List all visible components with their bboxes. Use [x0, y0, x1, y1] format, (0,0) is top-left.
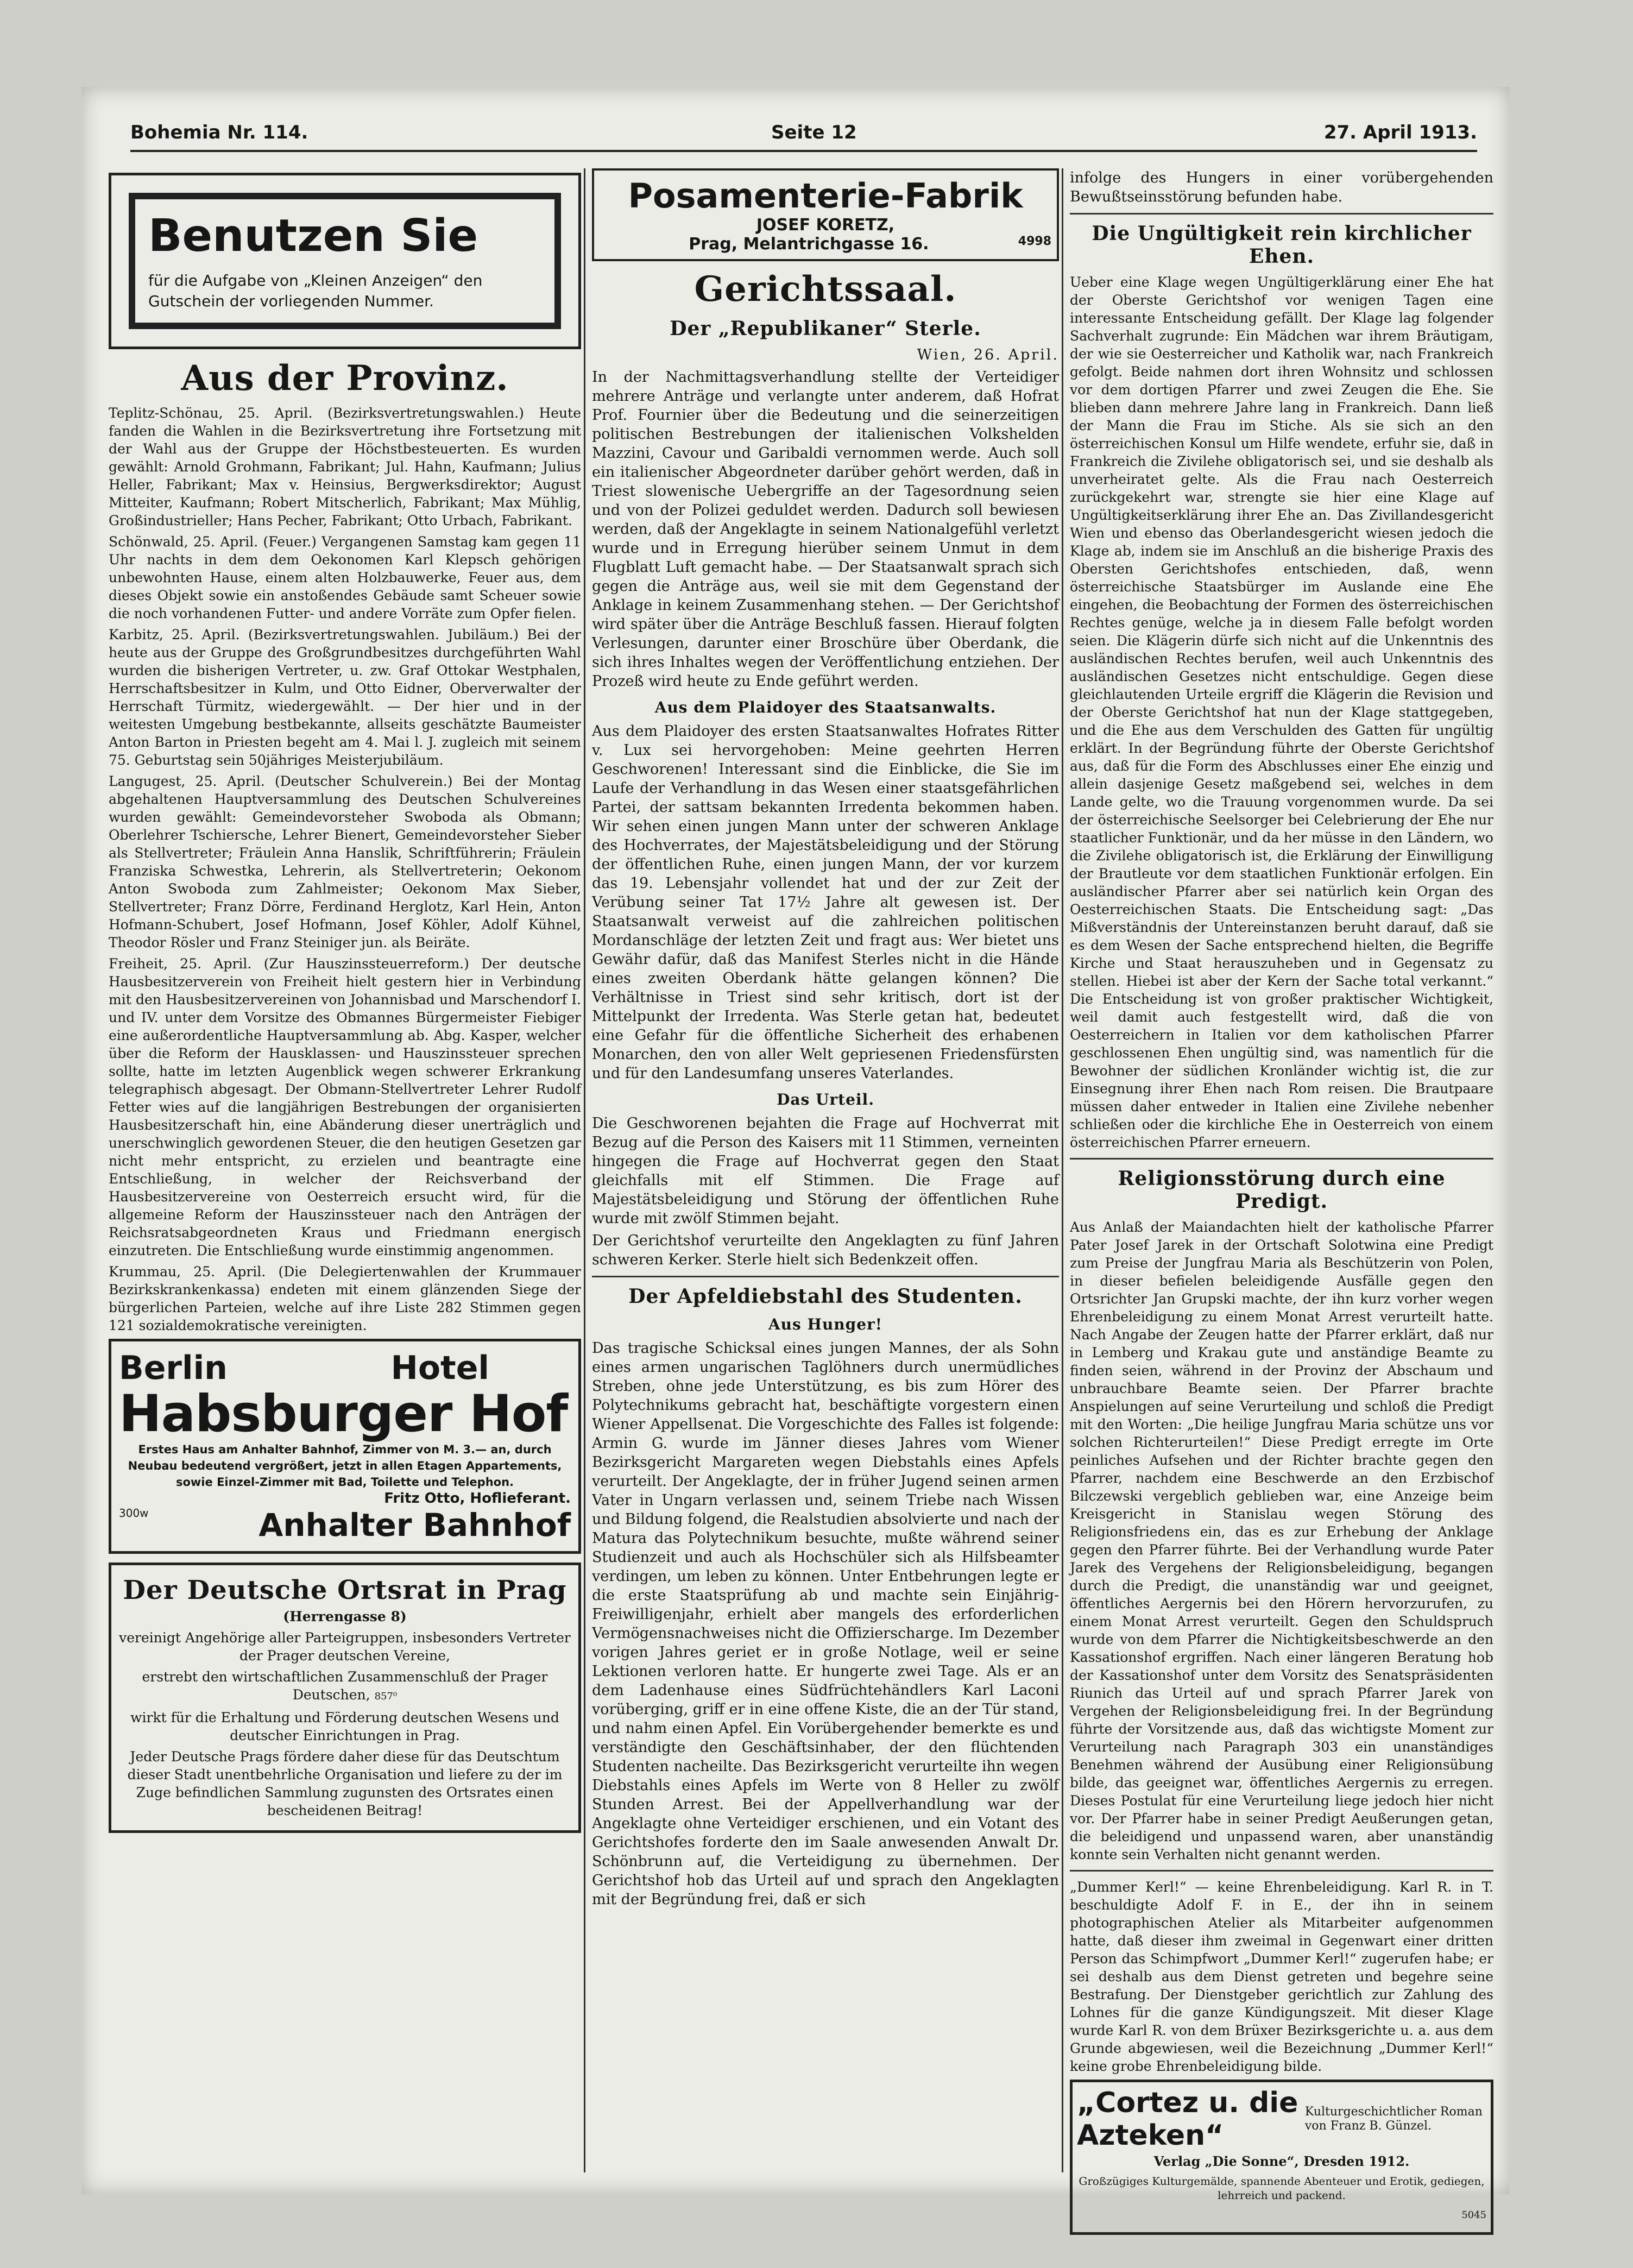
ad-posamenterie-code: 4998: [1018, 235, 1051, 248]
ad-posamenterie-address: Prag, Melantrichgasse 16.: [689, 235, 929, 254]
provinz-paragraph: Freiheit, 25. April. (Zur Hauszinssteuerreform.) Der deutsche Hausbesitzerverein von Freiheit hielt gestern hier in Verbindung mit den Hausbesitzervereinen von Johannisbad und Marschendorf I. und IV. unter dem Vorsitze des Obmannes Bürgermeister Fiebiger eine außerordentliche Hauptversammlung ab. Abg. Kasper, welcher über die Reform der Hausklassen- und Hauszinssteuer sprechen sollte, hatte im letzten Augenblick wegen schwerer Erkrankung telegraphisch abgesagt. Der Obmann-Stellvertreter Lehrer Rudolf Fetter wies auf die langjährigen Bestrebungen der organisierten Hausbesitzerschaft hin, eine Abänderung dieser unerträglich und unerschwinglich gewordenen Steuer, die den heutigen Gesetzen gar nicht mehr entspricht, zu erzielen und beantragte eine Entschließung, in welcher der Reichsverband der Hausbesitzervereine von Oesterreich ersucht wird, für die allgemeine Reform der Hauszinssteuer nach den Anträgen der Reichsratsabgeordneten Kraus und Friedmann energisch einzutreten. Die Entschließung wurde einstimmig angenommen.: [109, 956, 581, 1258]
ad-ortsrat-text: wirkt für die Erhaltung und Förderung deutschen Wesens und deutscher Einrichtungen in Prag.: [130, 1710, 559, 1743]
column-2: [592, 168, 1059, 2172]
article-subtitle-apfel: Aus Hunger!: [768, 1315, 883, 1333]
ad-cortez-title: „Cortez u. die Azteken“: [1077, 2087, 1298, 2152]
article-paragraph: In der Nachmittagsverhandlung stellte der Verteidiger mehrere Anträge und verlangte unter anderem, daß Hofrat Prof. Fournier über die Bedeutung und die seinerzeitigen politischen Bestrebungen der italienischen Volkshelden Mazzini, Cavour und Garibaldi vernommen werde. Auch soll ein italienischer Abgeordneter darüber gehört werden, daß in Triest slowenische Uebergriffe an der Tagesordnung seien und von der Polizei geduldet werden. Dadurch soll bewiesen werden, daß der Angeklagte in seinem Nationalgefühl verletzt wurde und in Erregung hierüber seinem Unmut in dem Flugblatt Luft gemacht habe. — Der Staatsanwalt sprach sich gegen die Anträge aus, weil sie mit dem Gegenstand der Anklage in keinem Zusammenhang stehen. — Der Gerichtshof wird später über die Anträge Beschluß fassen. Hierauf folgten Verlesungen, darunter einer Broschüre über Oberdank, die sich ihres Inhaltes wegen der Veröffentlichung entziehen. Der Prozeß wird heute zu Ende geführt werden.: [592, 369, 1059, 690]
ad-cortez-publisher: Verlag „Die Sonne“, Dresden 1912.: [1153, 2153, 1410, 2169]
ad-ortsrat-text: erstrebt den wirtschaftlichen Zusammenschluß der Prager Deutschen, 857⁰: [142, 1669, 548, 1703]
ad-ortsrat-title: Der Deutsche Ortsrat in Prag: [123, 1575, 567, 1605]
newspaper-page: [81, 87, 1510, 2221]
ad-hotel-habsburger-hof: [109, 1339, 581, 1554]
provinz-paragraph: Teplitz-Schönau, 25. April. (Bezirksvertretungswahlen.) Heute fanden die Wahlen in die Bezirksvertretung ihre Fortsetzung mit der Wahl aus der Gruppe der Höchstbesteuerten. Es wurden gewählt: Arnold Grohmann, Fabrikant; Jul. Hahn, Kaufmann; Julius Heller, Fabrikant; Max v. Heinsius, Bergwerksdirektor; August Mitteiter, Kaufmann; Robert Mitscherlich, Fabrikant; Max Mühlig, Großindustrieller; Hans Pecher, Fabrikant; Otto Urbach, Fabrikant.: [109, 405, 581, 528]
ad-hotel-word: Hotel: [390, 1349, 489, 1387]
section-title-gerichtssaal: Gerichtssaal.: [694, 269, 957, 310]
divider: [1070, 1158, 1493, 1160]
ad-benutzen-headline: Benutzen Sie: [148, 210, 478, 262]
column-1: [109, 168, 581, 2172]
ad-hotel-station: Anhalter Bahnhof: [258, 1507, 571, 1544]
ad-ortsrat: [109, 1563, 581, 1833]
article-title-religion: Religionsstörung durch eine Predigt.: [1118, 1167, 1446, 1213]
ad-ortsrat-text: Jeder Deutsche Prags fördere daher diese für das Deutschtum dieser Stadt unentbehrliche Organisation und liefere zu der im Zuge befindlichen Sammlung zugunsten des Ortsrates einen bescheidenen Beitrag!: [127, 1749, 563, 1818]
article-paragraph: Die Geschworenen bejahten die Frage auf Hochverrat mit Bezug auf die Person des Kaisers mit 11 Stimmen, verneinten hingegen die Frage auf Hochverrat gegen den Staat gleichfalls mit elf Stimmen. Die Frage auf Majestätsbeleidigung und Störung der öffentlichen Ruhe wurde mit zwölf Stimmen bejaht.: [592, 1115, 1059, 1227]
ad-posamenterie-owner: JOSEF KORETZ,: [756, 216, 895, 235]
article-title-apfel: Der Apfeldiebstahl des Studenten.: [628, 1285, 1023, 1308]
ad-posamenterie-title: Posamenterie-Fabrik: [628, 176, 1023, 216]
divider: [1070, 213, 1493, 215]
article-paragraph: Aus Anlaß der Maiandachten hielt der katholische Pfarrer Pater Josef Jarek in der Ortschaft Solotwina eine Predigt zum Preise der Jungfrau Maria als Beschützerin von Polen, in dieser befielen beleidigende Ausfälle gegen den Ortsrichter Jan Grupski machte, der ihn kurz vorher wegen Ehrenbeleidigung zu einem Monat Arrest verurteilt hatte. Nach Angabe der Zeugen hatte der Pfarrer erklärt, daß nur in Lemberg und Krakau gute und anständige Beamte zu finden seien, während in der Provinz der Abschaum und unbrauchbare Beamte seien. Der Pfarrer brachte Anspielungen auf seine Verurteilung und schloß die Predigt mit den Worten: „Die heilige Jungfrau Maria schütze uns vor solchen Richterurteilen!“ Diese Predigt erregte im Orte peinliches Aufsehen und der Richter brachte gegen den Pfarrer, nachdem eine Beschwerde an den Erzbischof Bilczewski vergeblich geblieben war, eine Anzeige beim Kreisgericht in Stanislau wegen Störung des Religionsfriedens ein, das es zur Erhebung der Anklage gegen den Pfarrer führte. Bei der Verhandlung wurde Pater Jarek des Vergehens der Religionsbeleidigung, begangen durch die Predigt, die unanständig war und geeignet, öffentliches Aergernis bei den Hörern hervorzurufen, zu einem Monat Arrest verurteilt. Gegen den Schuldspruch wurde von dem Pfarrer die Nichtigkeitsbeschwerde an den Kassationshof ergriffen. Nach einer längeren Beratung hob der Kassationshof unter dem Vorsitz des Senatspräsidenten Riunich das Urteil auf und sprach Pfarrer Jarek von Vergehen der Religionsbeleidigung frei. In der Begründung führte der Vorsitzende aus, daß das wichtigste Moment zur Verurteilung nach Paragraph 303 ein unanständiges Benehmen während der Ausübung einer Religionsübung bilde, das geeignet war, öffentliches Aergernis zu erregen. Dieses Postulat für eine Verurteilung liege jedoch hier nicht vor. Der Pfarrer habe in seiner Predigt Aeußerungen getan, die beleidigend und unpassend waren, aber unanständig konnte sein Verhalten nicht genannt werden.: [1070, 1219, 1493, 1862]
column-rule: [1062, 168, 1063, 2172]
header-left: Bohemia Nr. 114.: [130, 122, 308, 143]
ad-ortsrat-address: (Herrengasse 8): [283, 1609, 407, 1624]
subhead-plaidoyer: Aus dem Plaidoyer des Staatsanwalts.: [654, 698, 997, 716]
provinz-articles: [109, 404, 581, 1334]
divider: [592, 1276, 1059, 1277]
provinz-paragraph: Karbitz, 25. April. (Bezirksvertretungswahlen. Jubiläum.) Bei der heute aus der Gruppe des Großgrundbesitzes durchgeführten Wahl wurden die bisherigen Vertreter, u. zw. Graf Ottokar Westphalen, Herrschaftsbesitzer in Kulm, und Otto Eidner, Oberverwalter der Herrschaft Türmitz, wiedergewählt. — Der hier und in der weitesten Umgebung bestbekannte, allseits geschätzte Baumeister Anton Barton in Priesten begeht am 4. Mai l. J. zugleich mit seinem 75. Geburtstag sein 50jähriges Meisterjubiläum.: [109, 627, 581, 768]
provinz-paragraph: Krummau, 25. April. (Die Delegiertenwahlen der Krummauer Bezirkskrankenkassa) endeten mit einem glänzenden Siege der bürgerlichen Parteien, welche auf ihre Liste 282 Stimmen gegen 121 sozialdemokratische vereinigten.: [109, 1264, 581, 1333]
ad-cortez-subtitle: Kulturgeschichtlicher Roman von Franz B. Günzel.: [1304, 2105, 1483, 2133]
article-paragraph: „Dummer Kerl!“ — keine Ehrenbeleidigung. Karl R. in T. beschuldigte Adolf F. in E., der ihn in seinem photographischen Atelier als Mitarbeiter aufgenommen hatte, daß dieser ihm zweimal in Gegenwart einer dritten Person das Schimpfwort „Dummer Kerl!“ zugerufen habe; er sei deshalb aus dem Dienst getreten und begehre seine Bestrafung. Der Dienstgeber gerichtlich zur Zahlung des Lohnes für die ganze Kündigungszeit. Mit dieser Klage wurde Karl R. von dem Brüxer Bezirksgerichte u. a. aus dem Grunde abgewiesen, weil die Bezeichnung „Dummer Kerl!“ keine grobe Ehrenbeleidigung bilde.: [1070, 1879, 1493, 2074]
ad-benutzen: [109, 173, 581, 349]
ad-cortez: [1070, 2080, 1493, 2235]
header-center: Seite 12: [771, 122, 857, 143]
header-right: 27. April 1913.: [1323, 122, 1477, 143]
ad-hotel-signature: Fritz Otto, Hoflieferant.: [384, 1490, 571, 1507]
ad-cortez-body: Großzügiges Kulturgemälde, spannende Abenteuer und Erotik, gediegen, lehrreich und packend.: [1079, 2175, 1485, 2202]
divider: [1070, 1870, 1493, 1872]
article-paragraph: infolge des Hungers in einer vorübergehenden Bewußtseinsstörung befunden habe.: [1070, 169, 1493, 205]
ad-benutzen-text: für die Aufgabe von „Kleinen Anzeigen“ den Gutschein der vorliegenden Nummer.: [148, 272, 483, 310]
running-header: [130, 119, 1477, 152]
provinz-paragraph: Langugest, 25. April. (Deutscher Schulverein.) Bei der Montag abgehaltenen Hauptversammlung des Deutschen Schulvereines wurden gewählt: Gemeindevorsteher Swoboda als Obmann; Oberlehrer Tschiersche, Lehrer Bienert, Gemeindevorsteher Sieber als Stellvertreter; Fräulein Anna Hanslik, Schriftführerin; Fräulein Franziska Schwestka, Lehrerin, als Stellvertreterin; Oekonom Anton Swoboda zum Zahlmeister; Oekonom Max Sieber, Stellvertreter; Franz Dörre, Ferdinand Herglotz, Karl Hein, Anton Hofmann-Schubert, Josef Hofmann, Josef Köhler, Adolf Kühnel, Theodor Rösler und Franz Steiniger jun. als Beiräte.: [109, 773, 581, 950]
ad-hotel-code: 300w: [119, 1507, 149, 1520]
ad-hotel-body: Erstes Haus am Anhalter Bahnhof, Zimmer von M. 3.— an, durch Neubau bedeutend vergrößert, jetzt in allen Etagen Appartements, sowie Einzel-Zimmer mit Bad, Toilette und Telephon.: [128, 1443, 562, 1489]
article-paragraph: Ueber eine Klage wegen Ungültigerklärung einer Ehe hat der Oberste Gerichtshof vor wenigen Tagen eine interessante Entscheidung gefällt. Der Klage lag folgender Sachverhalt zugrunde: Ein Mädchen war ihrem Bräutigam, der wie sie Oesterreicher und Katholik war, nach Frankreich gefolgt. Beide nahmen dort ihren Wohnsitz und schlossen vor dem dortigen Pfarrer und zwei Zeugen die Ehe. Sie blieben dann mehrere Jahre lang in Frankreich. Dann ließ der Mann die Frau im Stiche. Als sie sich an den österreichischen Konsul um Hilfe wendete, erfuhr sie, daß in Frankreich die Zivilehe obligatorisch sei, und sie deshalb als unverheiratet gelte. Als die Frau nach Oesterreich zurückgekehrt war, strengte sie hier eine Klage auf Ungültigkeitserklärung ihrer Ehe an. Das Zivillandesgericht Wien und ebenso das Oberlandesgericht wiesen jedoch die Klage ab, indem sie im Anschluß an die bisherige Praxis des Obersten Gerichtshofes entschieden, daß, wenn österreichische Staatsbürger im Auslande eine Ehe eingehen, die Beobachtung der Formen des österreichischen Rechtes genüge, welche ja in diesem Falle befolgt worden seien. Die Klägerin dürfe sich nicht auf die Unkenntnis des ausländischen Rechtes berufen, weil auch Unkenntnis des ausländischen Gesetzes nicht entschuldige. Gegen diese gleichlautenden Urteile ergriff die Klägerin die Revision und der Oberste Gerichtshof hat nun der Klage stattgegeben, und die Ehe aus dem Verschulden des Gatten für ungültig erklärt. In der Begründung führte der Oberste Gerichtshof aus, daß für die Form des Abschlusses einer Ehe einzig und allein dasjenige Gesetz maßgebend sei, welches in dem Lande gelte, wo die Trauung vorgenommen wurde. Da sei der österreichische Seelsorger bei Celebrierung der Ehe nur staatlicher Funktionär, und da her müsse in den Ländern, wo die Zivilehe obligatorisch ist, die Erklärung der Einwilligung der Brautleute vor dem staatlichen Funktionär erfolgen. Ein ausländischer Pfarrer aber sei natürlich kein Organ des Oesterreichischen Staats. Die Entscheidung sagt: „Das Mißverständnis der Untereinstanzen beruht darauf, daß sie es dem Wesen der Sache entsprechend hielten, die Begriffe Kirche und Staat herauszuheben und in Gegensatz zu stellen. Hiebei ist aber der Kern der Sache total verkannt.“ Die Entscheidung ist von großer praktischer Wichtigkeit, weil damit auch festgestellt wird, daß die von Oesterreichern in Italien vor dem katholischen Pfarrer geschlossenen Ehen ungültig sind, was namentlich für die Bewohner der südlichen Kronländer wichtig ist, die zur Einsegnung ihrer Ehen nach Rom reisen. Die Brautpaare müssen daher entweder in Italien eine Zivilehe nebenher schließen oder die kirchliche Ehe in Oesterreich von einem österreichischen Pfarrer erneuern.: [1070, 274, 1493, 1150]
article-paragraph: Das tragische Schicksal eines jungen Mannes, der als Sohn eines armen ungarischen Taglöhners durch unermüdliches Streben, ohne jede Unterstützung, es bis zum Hörer des Polytechnikums gebracht hat, beschäftigte vorgestern einen Wiener Appellsenat. Die Vorgeschichte des Falles ist folgende: Armin G. wurde im Jänner dieses Jahres vom Wiener Bezirksgericht Margareten wegen Diebstahls eines Apfels verurteilt. Der Angeklagte, der in früher Jugend seinen armen Vater in Ungarn verlassen und, seinem Triebe nach Wissen und Bildung folgend, die Realstudien absolvierte und nach der Matura das Polytechnikum besuchte, mußte während seiner Studienzeit und auch als Hochschüler sich als Hilfsbeamter verdingen, um leben zu können. Unter Entbehrungen legte er die erste Staatsprüfung ab und machte sein Einjährig-Freiwilligenjahr, erhielt aber mangels des erforderlichen Vermögensnachweises nicht die Offizierscharge. Im Dezember vorigen Jahres geriet er in große Notlage, weil er seine Lektionen verloren hatte. Er hungerte zwei Tage. Als er an dem Ladenhause eines Südfrüchtehändlers Karl Laconi vorüberging, griff er in eine offene Kiste, die an der Tür stand, und nahm einen Apfel. Ein Vorübergehender bemerkte es und verständigte den Geschäftsinhaber, der den flüchtenden Studenten nacheilte. Das Bezirksgericht verurteilte ihn wegen Diebstahls eines Apfels im Werte von 8 Heller zu zwölf Stunden Arrest. Bei der Appellverhandlung war der Angeklagte ohne Verteidiger erschienen, und ein Votant des Gerichtshofes forderte den im Saale anwesenden Anwalt Dr. Schönbrunn auf, die Verteidigung zu übernehmen. Der Gerichtshof hob das Urteil auf und sprach den Angeklagten mit der Begründung frei, daß er sich: [592, 1340, 1059, 1908]
article-title-sterle: Der „Republikaner“ Sterle.: [670, 317, 981, 340]
article-title-ehe: Die Ungültigkeit rein kirchlicher Ehen.: [1092, 222, 1472, 268]
provinz-paragraph: Schönwald, 25. April. (Feuer.) Vergangenen Samstag kam gegen 11 Uhr nachts in dem dem Oekonomen Karl Klepsch gehörigen unbewohnten Hause, einem alten Holzbauwerke, Feuer aus, dem dieses Objekt sowie ein anstoßendes Gebäude samt Scheuer sowie die noch vorhandenen Futter- und andere Vorräte zum Opfer fielen.: [109, 534, 581, 621]
subhead-urteil: Das Urteil.: [777, 1091, 874, 1108]
dateline: Wien, 26. April.: [917, 346, 1059, 363]
ad-hotel-name: Habsburger Hof: [119, 1384, 568, 1444]
section-title-provinz: Aus der Provinz.: [181, 358, 509, 399]
article-paragraph: Aus dem Plaidoyer des ersten Staatsanwaltes Hofrates Ritter v. Lux sei hervorgehoben: Meine geehrten Herren Geschworenen! Interessant sind die Einblicke, die Sie im Laufe der Verhandlung in das Wesen einer staatsgefährlichen Partei, der sattsam bekannten Irredenta bekommen haben. Wir sehen einen jungen Mann unter der schweren Anklage des Hochverrates, der Majestätsbeleidigung und der Störung der öffentlichen Ruhe, einen jungen Mann, der vor kurzem das 19. Lebensjahr vollendet hat und der zur Zeit der Verübung seiner Tat 17½ Jahre alt gewesen ist. Der Staatsanwalt verweist auf die zahlreichen politischen Mordanschläge der letzten Zeit und fragt aus: Wer bietet uns Gewähr dafür, daß das Manifest Sterles nicht in die Hände eines zweiten Oberdank hätte gelangen können? Die Verhältnisse in Triest sind sehr kritisch, dort ist der Mittelpunkt der Irredenta. Was Sterle getan hat, bedeutet eine Gefahr für die öffentliche Sicherheit des erhabenen Monarchen, den von aller Welt gepriesenen Friedensfürsten und für den Landesumfang unseres Vaterlandes.: [592, 723, 1059, 1082]
column-rule: [584, 168, 585, 2172]
column-3: [1070, 168, 1493, 2221]
ad-hotel-city: Berlin: [119, 1349, 228, 1387]
ad-posamenterie: [592, 168, 1059, 261]
ad-ortsrat-text: vereinigt Angehörige aller Parteigruppen, insbesonders Vertreter der Prager deutschen Vereine,: [119, 1630, 571, 1664]
ad-cortez-code: 5045: [1461, 2209, 1486, 2221]
article-paragraph: Der Gerichtshof verurteilte den Angeklagten zu fünf Jahren schweren Kerker. Sterle hielt sich Bedenkzeit offen.: [592, 1232, 1059, 1268]
